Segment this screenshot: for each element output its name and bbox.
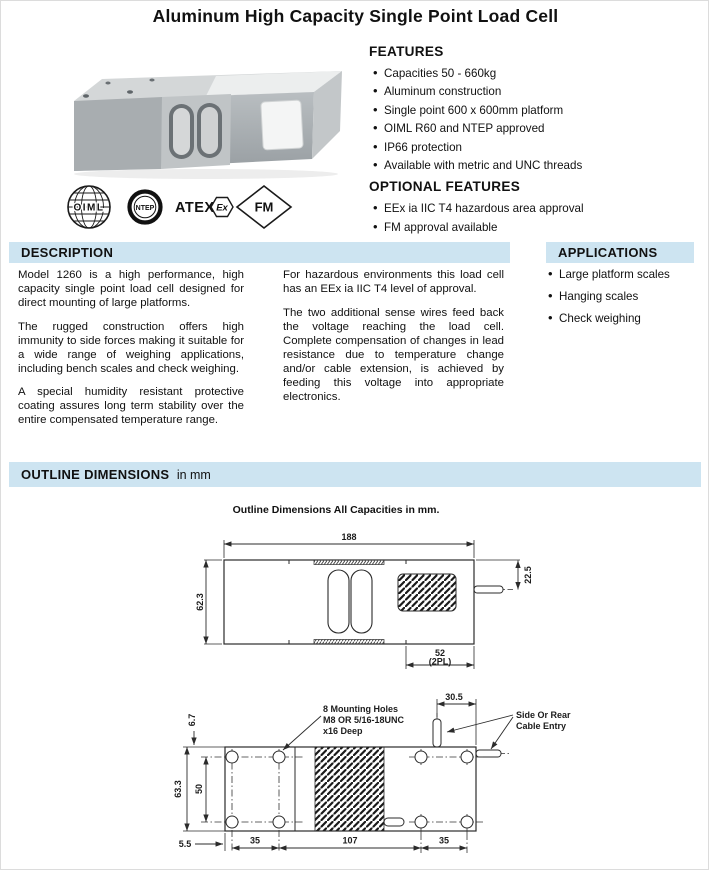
features-heading: FEATURES: [369, 44, 444, 59]
photo-screw-hole: [83, 94, 89, 97]
description-heading: DESCRIPTION: [21, 245, 114, 260]
application-item: • Check weighing: [547, 313, 707, 325]
applications-header-bar: [546, 242, 694, 263]
outline-caption: Outline Dimensions All Capacities in mm.: [232, 504, 440, 516]
feature-item: • Capacities 50 - 660kg: [369, 68, 704, 80]
dim-107: 107: [342, 835, 358, 846]
fm-text: FM: [254, 199, 274, 215]
optional-feature-item: • FM approval available: [369, 222, 704, 234]
application-item: • Large platform scales: [547, 269, 707, 281]
note-holes-line3: x16 Deep: [323, 726, 363, 736]
description-paragraph: For hazardous environments this load cell has an EEx ia IIC T4 level of approval.: [283, 269, 504, 295]
extension-lines: [224, 540, 474, 558]
dim-52-note: (2PL): [428, 656, 452, 667]
dim-5-5: 5.5: [178, 839, 192, 849]
feature-item: • OIML R60 and NTEP approved: [369, 123, 704, 135]
ntep-logo: [130, 192, 161, 223]
plan-view-drawing: [171, 691, 591, 859]
binocular-cutout-left: [328, 570, 349, 633]
description-header-bar: [9, 242, 510, 263]
dim-63-3: 63.3: [173, 780, 183, 798]
description-paragraph: The two additional sense wires feed back the voltage reaching the load cell. Complete compensation of changes in lead resistance due to temperature change and/or cable extension, is achieved by feeding this voltage into appropriate electronics.: [283, 306, 504, 403]
photo-cutout-inner-left: [173, 108, 190, 155]
seal-strip-bottom: [314, 640, 384, 645]
description-paragraph: A special humidity resistant protective coating assures long term stability over the entire compensated temperature range.: [18, 386, 244, 426]
features-list: [369, 68, 704, 172]
feature-item: • Available with metric and UNC threads: [369, 160, 704, 172]
dim-35-right: 35: [438, 835, 450, 846]
applications-heading: APPLICATIONS: [558, 245, 658, 260]
extension-lines: [204, 560, 222, 644]
load-button-tab: [384, 818, 404, 826]
oiml-logo: [68, 186, 110, 228]
optional-feature-item: • EEx ia IIC T4 hazardous area approval: [369, 203, 704, 215]
photo-label: [261, 100, 303, 150]
outline-unit-text: in mm: [176, 468, 211, 482]
leader-line: [283, 716, 321, 750]
dim-52: 52: [434, 648, 446, 658]
feature-item: • Aluminum construction: [369, 86, 704, 98]
feature-item: • Single point 600 x 600mm platform: [369, 105, 704, 117]
note-holes-line2: M8 OR 5/16-18UNC: [323, 715, 405, 725]
note-cable-line2: Cable Entry: [516, 721, 567, 731]
cable-entry-note: [447, 710, 571, 749]
oiml-text: OIML: [73, 202, 105, 214]
dim-30-5: 30.5: [445, 692, 463, 702]
product-photo: [66, 59, 346, 181]
photo-cutout-inner-right: [201, 107, 218, 154]
cable-horizontal: [476, 750, 501, 757]
description-paragraph: The rugged construction offers high immunity to side forces making it suitable for a wide range of weighing applications, including bench scales and check weighing.: [18, 320, 244, 375]
dim-6-7: 6.7: [187, 713, 197, 727]
side-view-drawing: [171, 529, 571, 681]
photo-screw-hole: [149, 79, 154, 82]
page-title: Aluminum High Capacity Single Point Load Cell: [152, 6, 559, 26]
dim-62-3: 62.3: [195, 593, 205, 611]
feature-item: • IP66 protection: [369, 142, 704, 154]
note-holes-line1: 8 Mounting Holes: [323, 704, 398, 714]
leader-line: [447, 715, 513, 732]
seal-strip-top: [314, 560, 384, 565]
description-column-2: [283, 268, 504, 413]
photo-screw-hole: [105, 82, 110, 85]
dim-50: 50: [194, 783, 204, 795]
photo-left-block: [74, 97, 162, 171]
note-cable-line1: Side Or Rear: [516, 710, 571, 720]
outline-header-bar: [9, 462, 701, 487]
atex-logo: [175, 198, 233, 217]
outline-heading: OUTLINE DIMENSIONS: [21, 467, 170, 482]
optional-features-list: [369, 203, 704, 233]
cable-vertical: [433, 719, 441, 747]
application-item: • Hanging scales: [547, 291, 707, 303]
optional-features-heading: OPTIONAL FEATURES: [369, 179, 521, 195]
dim-35-left: 35: [249, 835, 261, 846]
atex-text: ATEX: [175, 200, 215, 216]
photo-screw-hole: [127, 90, 133, 93]
atex-ex-text: Ex: [216, 202, 228, 214]
applications-list: [547, 269, 707, 335]
extension-lines: [437, 699, 476, 745]
dim-188: 188: [341, 532, 357, 542]
features-section: [369, 44, 704, 240]
description-paragraph: Model 1260 is a high performance, high capacity single point load cell designed for direct mounting of large platforms.: [18, 269, 244, 309]
leader-line: [491, 717, 513, 749]
hatched-area: [398, 574, 456, 611]
hatched-area: [315, 747, 384, 831]
cable: [474, 586, 503, 593]
mounting-holes-note: [283, 704, 405, 750]
photo-shadow: [74, 169, 338, 179]
binocular-cutout-right: [351, 570, 372, 633]
dim-22-5: 22.5: [523, 566, 533, 584]
ntep-text: NTEP: [135, 204, 155, 212]
fm-logo: [237, 186, 291, 228]
description-column-1: [18, 268, 244, 437]
cert-logos: [61, 184, 351, 230]
